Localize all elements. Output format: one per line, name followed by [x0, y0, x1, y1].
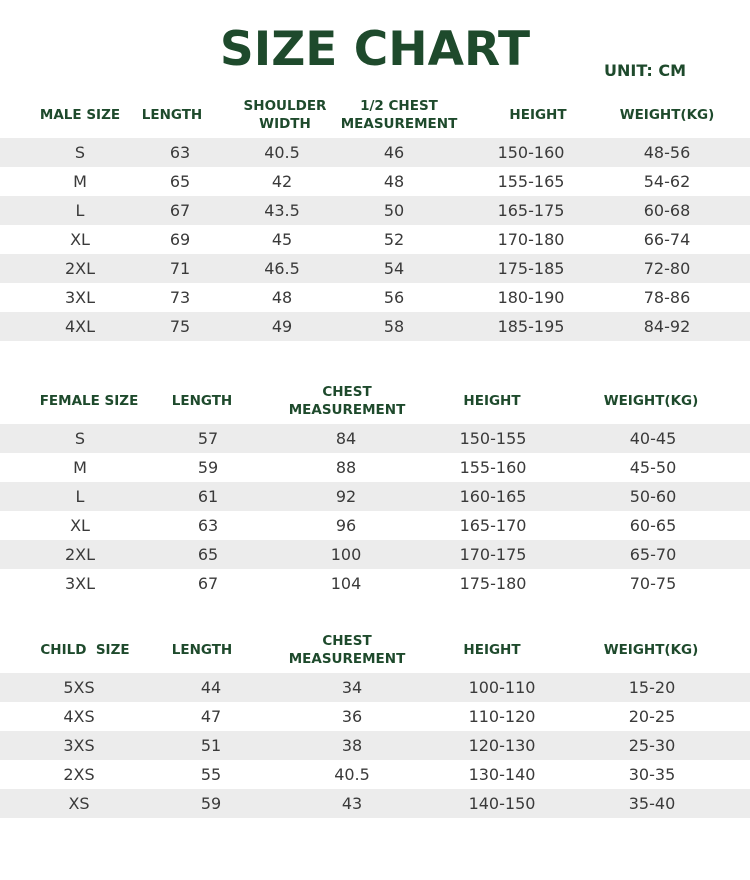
table-cell: 30-35	[628, 765, 676, 784]
table-cell: 2XL	[64, 545, 96, 564]
female-header-cell: CHEST MEASUREMENT	[288, 384, 406, 418]
table-cell: 48-56	[643, 143, 691, 162]
table-cell: 3XS	[63, 736, 95, 755]
male-header-row	[0, 92, 750, 138]
table-cell: 50-60	[629, 487, 677, 506]
table-cell: XS	[68, 794, 90, 813]
table-cell: 165-175	[497, 201, 565, 220]
table-cell: 45-50	[629, 458, 677, 477]
table-cell: 155-165	[497, 172, 565, 191]
table-cell: 59	[197, 458, 219, 477]
table-cell: 65	[197, 545, 219, 564]
table-cell: 48	[383, 172, 405, 191]
table-cell: 43	[341, 794, 363, 813]
male-header-cell: SHOULDER WIDTH	[243, 98, 327, 132]
table-cell: XL	[70, 516, 90, 535]
table-cell: 63	[197, 516, 219, 535]
table-cell: 4XS	[63, 707, 95, 726]
table-cell: 88	[335, 458, 357, 477]
table-cell: 65	[169, 172, 191, 191]
table-cell: 155-160	[459, 458, 527, 477]
table-cell: 84-92	[643, 317, 691, 336]
table-cell: 56	[383, 288, 405, 307]
table-cell: 42	[271, 172, 293, 191]
table-cell: 175-180	[459, 574, 527, 593]
child-header-row	[0, 627, 750, 673]
table-cell: 65-70	[629, 545, 677, 564]
table-cell: 34	[341, 678, 363, 697]
table-cell: 3XL	[64, 288, 96, 307]
female-header-cell: LENGTH	[171, 393, 233, 409]
table-cell: 49	[271, 317, 293, 336]
table-cell: 48	[271, 288, 293, 307]
table-row	[0, 511, 750, 540]
table-cell: 58	[383, 317, 405, 336]
table-cell: M	[73, 172, 87, 191]
male-header-cell: 1/2 CHEST MEASUREMENT	[340, 98, 458, 132]
child-size-table	[0, 627, 750, 818]
male-header-cell: MALE SIZE	[39, 107, 121, 123]
table-cell: 52	[383, 230, 405, 249]
table-cell: 175-185	[497, 259, 565, 278]
table-cell: 15-20	[628, 678, 676, 697]
table-cell: 92	[335, 487, 357, 506]
table-cell: 67	[197, 574, 219, 593]
table-cell: 185-195	[497, 317, 565, 336]
table-cell: 104	[330, 574, 362, 593]
table-row	[0, 196, 750, 225]
table-cell: 35-40	[628, 794, 676, 813]
table-row	[0, 760, 750, 789]
table-cell: 60-68	[643, 201, 691, 220]
child-header-cell: CHEST MEASUREMENT	[288, 633, 406, 667]
table-row	[0, 540, 750, 569]
table-row	[0, 283, 750, 312]
table-cell: 69	[169, 230, 191, 249]
table-cell: 63	[169, 143, 191, 162]
table-cell: 38	[341, 736, 363, 755]
table-cell: 20-25	[628, 707, 676, 726]
table-row	[0, 254, 750, 283]
female-header-cell: FEMALE SIZE	[39, 393, 139, 409]
table-cell: 150-155	[459, 429, 527, 448]
table-cell: 54-62	[643, 172, 691, 191]
table-cell: M	[73, 458, 87, 477]
female-header-cell: HEIGHT	[463, 393, 521, 409]
female-size-table	[0, 378, 750, 598]
table-cell: 180-190	[497, 288, 565, 307]
child-header-cell: LENGTH	[171, 642, 233, 658]
child-header-cell: WEIGHT(KG)	[603, 642, 699, 658]
table-row	[0, 731, 750, 760]
table-cell: 170-180	[497, 230, 565, 249]
table-row	[0, 167, 750, 196]
table-cell: 120-130	[468, 736, 536, 755]
table-row	[0, 673, 750, 702]
table-cell: 100	[330, 545, 362, 564]
male-header-cell: WEIGHT(KG)	[619, 107, 715, 123]
child-header-cell: CHILD SIZE	[40, 642, 130, 658]
table-cell: 150-160	[497, 143, 565, 162]
table-cell: 73	[169, 288, 191, 307]
table-cell: 46	[383, 143, 405, 162]
page-title: SIZE CHART	[219, 22, 531, 77]
table-cell: 44	[200, 678, 222, 697]
table-row	[0, 312, 750, 341]
table-row	[0, 453, 750, 482]
table-row	[0, 225, 750, 254]
table-cell: 72-80	[643, 259, 691, 278]
table-cell: 170-175	[459, 545, 527, 564]
table-cell: 66-74	[643, 230, 691, 249]
table-cell: 40.5	[334, 765, 370, 784]
table-row	[0, 424, 750, 453]
table-cell: 43.5	[264, 201, 300, 220]
female-header-row	[0, 378, 750, 424]
table-cell: 51	[200, 736, 222, 755]
table-cell: 57	[197, 429, 219, 448]
table-cell: 46.5	[264, 259, 300, 278]
table-cell: 45	[271, 230, 293, 249]
table-row	[0, 569, 750, 598]
table-cell: S	[74, 143, 86, 162]
table-cell: 67	[169, 201, 191, 220]
table-cell: 40-45	[629, 429, 677, 448]
female-header-cell: WEIGHT(KG)	[603, 393, 699, 409]
table-cell: 70-75	[629, 574, 677, 593]
table-row	[0, 482, 750, 511]
table-cell: 5XS	[63, 678, 95, 697]
table-cell: L	[75, 201, 85, 220]
table-cell: 3XL	[64, 574, 96, 593]
table-cell: 61	[197, 487, 219, 506]
male-header-cell: LENGTH	[141, 107, 203, 123]
table-cell: 75	[169, 317, 191, 336]
table-cell: 60-65	[629, 516, 677, 535]
child-header-cell: HEIGHT	[463, 642, 521, 658]
table-row	[0, 138, 750, 167]
table-cell: 4XL	[64, 317, 96, 336]
table-cell: 55	[200, 765, 222, 784]
table-cell: 100-110	[468, 678, 536, 697]
table-cell: 78-86	[643, 288, 691, 307]
table-cell: 84	[335, 429, 357, 448]
table-cell: 71	[169, 259, 191, 278]
table-cell: 140-150	[468, 794, 536, 813]
table-cell: 50	[383, 201, 405, 220]
table-cell: 40.5	[264, 143, 300, 162]
table-cell: 165-170	[459, 516, 527, 535]
table-cell: 2XL	[64, 259, 96, 278]
table-cell: 110-120	[468, 707, 536, 726]
table-cell: S	[74, 429, 86, 448]
table-cell: 160-165	[459, 487, 527, 506]
table-cell: XL	[70, 230, 90, 249]
table-cell: 54	[383, 259, 405, 278]
unit-label: UNIT: CM	[604, 61, 687, 80]
table-cell: 25-30	[628, 736, 676, 755]
table-cell: 59	[200, 794, 222, 813]
male-size-table	[0, 92, 750, 341]
table-row	[0, 789, 750, 818]
table-row	[0, 702, 750, 731]
table-cell: 96	[335, 516, 357, 535]
table-cell: 47	[200, 707, 222, 726]
table-cell: 2XS	[63, 765, 95, 784]
male-header-cell: HEIGHT	[509, 107, 567, 123]
table-cell: 130-140	[468, 765, 536, 784]
table-cell: L	[75, 487, 85, 506]
table-cell: 36	[341, 707, 363, 726]
